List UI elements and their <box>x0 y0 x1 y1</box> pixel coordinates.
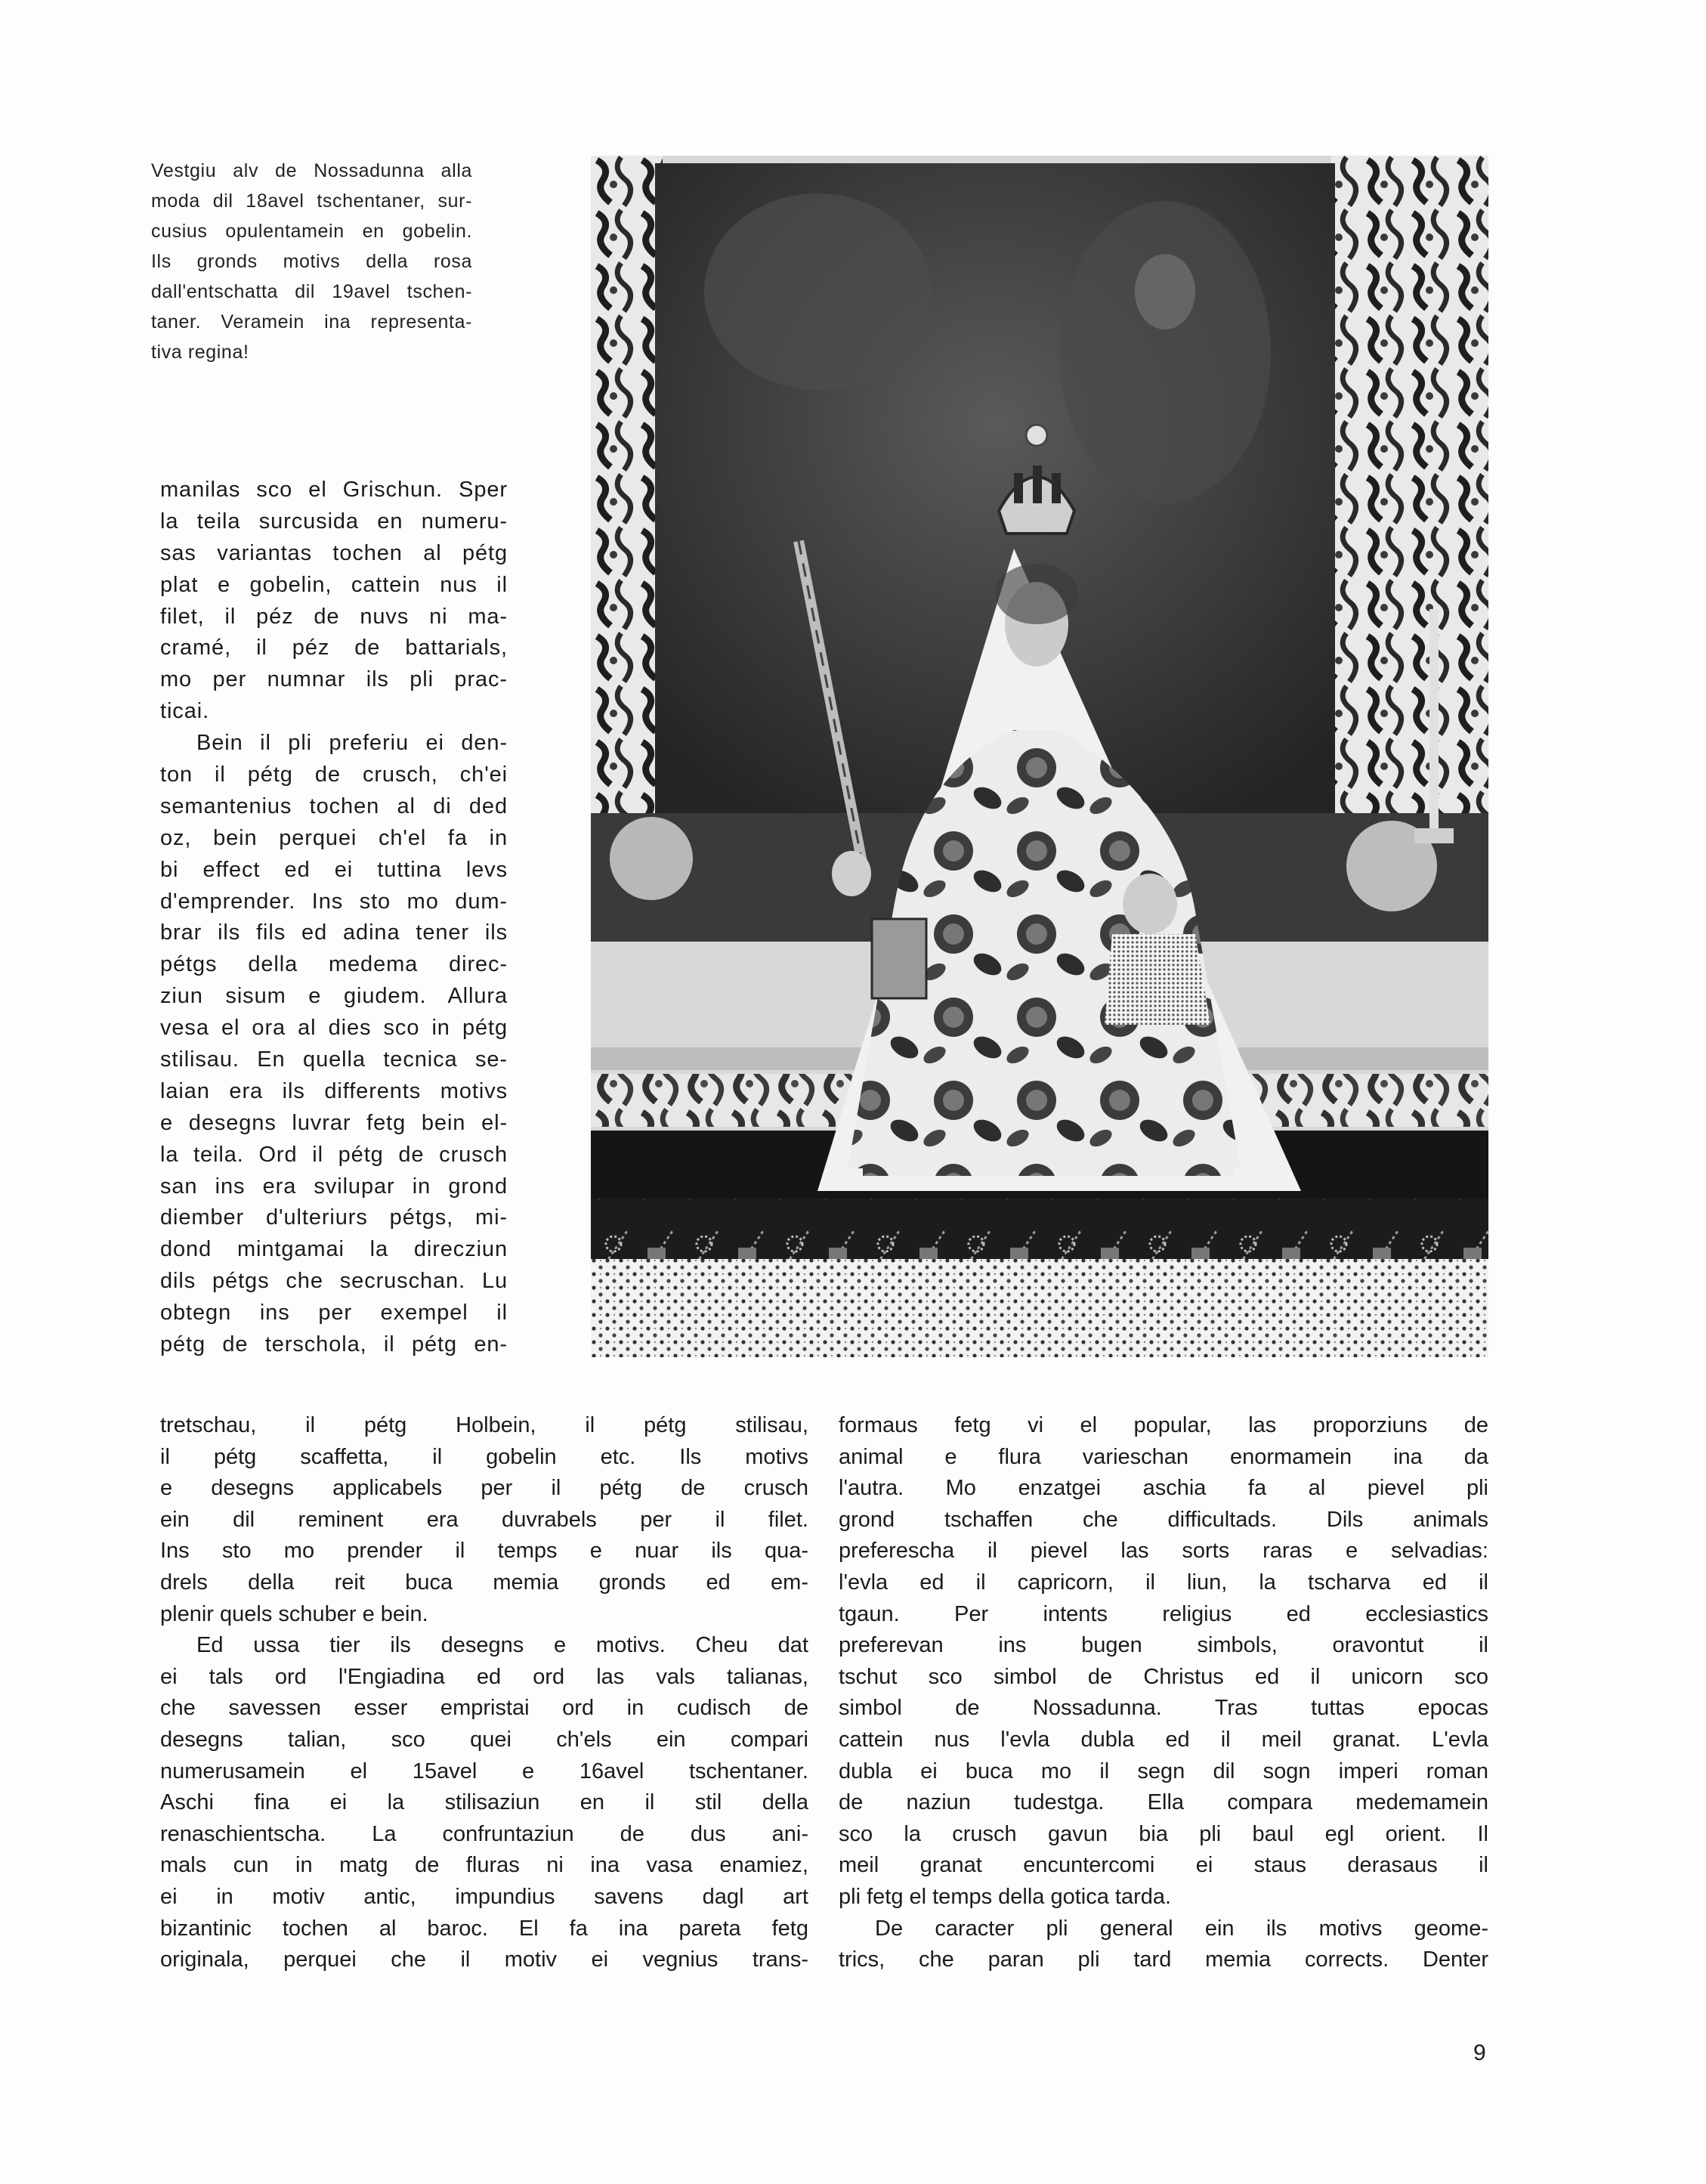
body-line: preferevan ins bugen simbols, oravontut il <box>839 1633 1488 1658</box>
body-line: vesa el ora al dies sco in pétg <box>160 1016 508 1041</box>
body-line: tretschau, il pétg Holbein, il pétg stilisau, <box>160 1413 808 1437</box>
caption-line: dall'entschatta dil 19avel tschen- <box>151 281 472 302</box>
body-line: stilisau. En quella tecnica se- <box>160 1047 508 1072</box>
body-line: pli fetg el temps della gotica tarda. <box>839 1884 1172 1909</box>
body-line: sco la crusch gavun bia pli baul egl orient. Il <box>839 1821 1488 1846</box>
body-line: Ins sto mo prender il temps e nuar ils qua- <box>160 1539 808 1564</box>
caption-line: taner. Veramein ina representa- <box>151 311 472 333</box>
body-line: animal e flura varieschan enormamein ina da <box>839 1444 1488 1469</box>
body-line: cramé, il péz de battarials, <box>160 636 508 660</box>
body-line: tgaun. Per intents religius ed ecclesiastics <box>839 1601 1488 1626</box>
body-line: ein dil reminent era duvrabels per il filet. <box>160 1507 808 1532</box>
body-line: diember d'ulteriurs pétgs, mi- <box>160 1205 508 1230</box>
body-line: preferescha il pievel las sorts raras e selvadias: <box>839 1539 1488 1564</box>
body-line: la teila surcusida en numeru- <box>160 509 508 534</box>
body-line: originala, perquei che il motiv ei vegnius trans- <box>160 1947 808 1972</box>
body-line: manilas sco el Grischun. Sper <box>160 478 508 502</box>
body-line: l'autra. Mo enzatgei aschia fa al pievel pli <box>839 1476 1488 1501</box>
body-line: brar ils fils ed adina tener ils <box>160 920 508 945</box>
body-column-right <box>839 1410 1488 1976</box>
body-line: mo per numnar ils pli prac- <box>160 667 508 692</box>
madonna-photograph <box>591 156 1488 1357</box>
caption-line: moda dil 18avel tschentaner, sur- <box>151 190 472 212</box>
body-column-narrow <box>160 475 508 1361</box>
body-line: l'evla ed il capricorn, il liun, la tscharva ed il <box>839 1570 1488 1595</box>
caption-line: tiva regina! <box>151 342 249 363</box>
caption-line: Ils gronds motivs della rosa <box>151 251 472 272</box>
paragraph-start-line: De caracter pli general ein ils motivs geome- <box>875 1916 1488 1941</box>
page-number: 9 <box>1473 2040 1486 2065</box>
body-line: simbol de Nossadunna. Tras tuttas epocas <box>839 1696 1488 1721</box>
body-line: la teila. Ord il pétg de crusch <box>160 1142 508 1167</box>
body-line: ei in motiv antic, impundius savens dagl art <box>160 1884 808 1909</box>
body-line: dubla ei buca mo il segn dil sogn imperi roman <box>839 1759 1488 1783</box>
body-line: filet, il péz de nuvs ni ma- <box>160 604 508 629</box>
body-line: mals cun in matg de fluras ni ina vasa enamiez, <box>160 1853 808 1878</box>
body-line: bi effect ed ei tuttina levs <box>160 857 508 882</box>
body-line: il pétg scaffetta, il gobelin etc. Ils motivs <box>160 1444 808 1469</box>
body-line: drels della reit buca memia gronds ed em- <box>160 1570 808 1595</box>
body-line: de naziun tudestga. Ella compara medemamein <box>839 1790 1488 1815</box>
body-line: numerusamein el 15avel e 16avel tschentaner. <box>160 1759 808 1783</box>
body-line: obtegn ins per exempel il <box>160 1301 508 1326</box>
body-line: sas variantas tochen al pétg <box>160 540 508 565</box>
body-line: che savessen esser empristai ord in cudisch de <box>160 1696 808 1721</box>
body-line: ziun sisum e giudem. Allura <box>160 984 508 1009</box>
photo-image <box>591 156 1488 1357</box>
body-line: grond tschaffen che difficultads. Dils animals <box>839 1507 1488 1532</box>
body-line: cattein nus l'evla dubla ed il meil granat. L'evla <box>839 1727 1488 1752</box>
body-line: Aschi fina ei la stilisaziun en il stil della <box>160 1790 808 1815</box>
body-line: desegns talian, sco quei ch'els ein compari <box>160 1727 808 1752</box>
body-line: plenir quels schuber e bein. <box>160 1601 428 1626</box>
body-line: ei tals ord l'Engiadina ed ord las vals talianas, <box>160 1664 808 1689</box>
body-line: semantenius tochen al di ded <box>160 793 508 818</box>
body-line: ton il pétg de crusch, ch'ei <box>160 763 508 787</box>
body-line: renaschientscha. La confruntaziun de dus ani- <box>160 1821 808 1846</box>
body-line: formaus fetg vi el popular, las proporziuns de <box>839 1413 1488 1437</box>
body-line: laian era ils differents motivs <box>160 1078 508 1103</box>
body-line: san ins era svilupar in grond <box>160 1174 508 1199</box>
body-line: dils pétgs che secruschan. Lu <box>160 1269 508 1294</box>
body-line: pétgs della medema direc- <box>160 952 508 977</box>
photo-caption <box>151 156 472 367</box>
caption-line: Vestgiu alv de Nossadunna alla <box>151 160 472 181</box>
body-line: oz, bein perquei ch'el fa in <box>160 825 508 850</box>
body-line: ticai. <box>160 699 210 724</box>
body-line: d'emprender. Ins sto mo dum- <box>160 889 508 914</box>
caption-line: cusius opulentamein en gobelin. <box>151 221 472 242</box>
paragraph-start-line: Ed ussa tier ils desegns e motivs. Cheu dat <box>196 1633 808 1658</box>
body-line: bizantinic tochen al baroc. El fa ina pareta fetg <box>160 1916 808 1941</box>
body-line: trics, che paran pli tard memia corrects. Denter <box>839 1947 1488 1972</box>
body-line: plat e gobelin, cattein nus il <box>160 572 508 597</box>
body-line: tschut sco simbol de Christus ed il unicorn sco <box>839 1664 1488 1689</box>
body-column-left <box>160 1410 808 1976</box>
body-line: e desegns luvrar fetg bein el- <box>160 1110 508 1135</box>
body-line: dond mintgamai la direcziun <box>160 1237 508 1262</box>
paragraph-start-line: Bein il pli preferiu ei den- <box>196 731 508 756</box>
body-line: meil granat encuntercomi ei staus derasaus il <box>839 1853 1488 1878</box>
body-line: e desegns applicabels per il pétg de crusch <box>160 1476 808 1501</box>
body-line: pétg de terschola, il pétg en- <box>160 1332 508 1357</box>
